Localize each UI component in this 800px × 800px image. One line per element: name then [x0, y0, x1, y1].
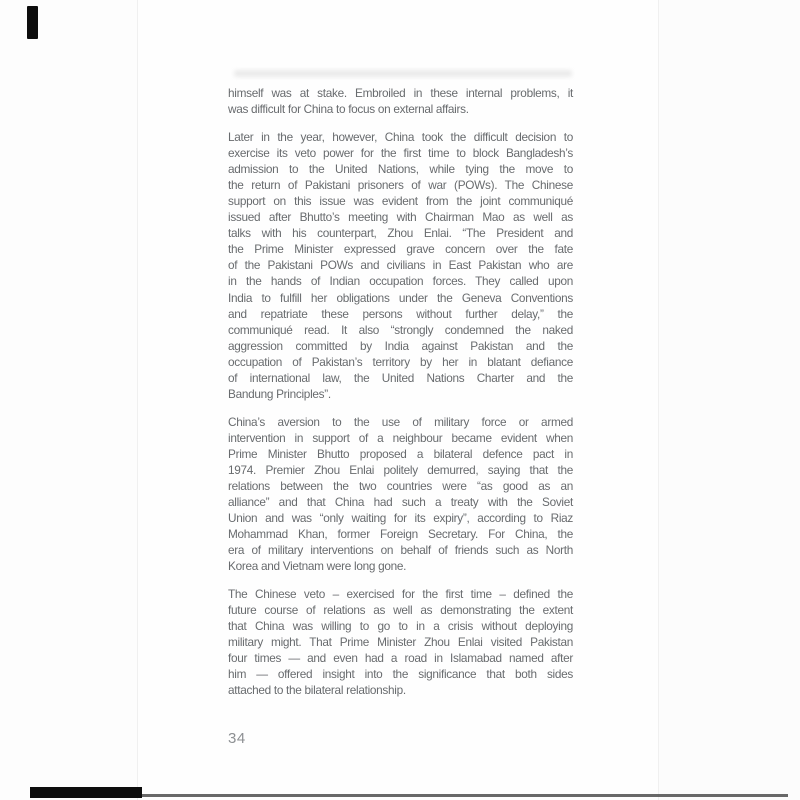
text-line: the Prime Minister expressed grave concern over the fate — [228, 242, 573, 257]
right-margin-strip — [659, 0, 800, 800]
text-line: him — offered insight into the significance that both sides — [228, 667, 573, 682]
paragraph — [228, 586, 573, 699]
text-line: exercise its veto power for the first time to block Bangladesh’s — [228, 145, 573, 160]
text-line: talks with his counterpart, Zhou Enlai. “The President and — [228, 226, 573, 241]
scan-bottom-edge-line — [142, 794, 788, 797]
text-line: alliance” and that China had such a treaty with the Soviet — [228, 495, 573, 510]
text-line: four times — and even had a road in Islamabad named after — [228, 651, 573, 666]
text-line: was difficult for China to focus on external affairs. — [228, 102, 469, 117]
text-line: Union and was “only waiting for its expiry”, according to Riaz — [228, 511, 573, 526]
text-line: future course of relations as well as demonstrating the extent — [228, 602, 573, 617]
text-line: Prime Minister Bhutto proposed a bilateral defence pact in — [228, 446, 573, 461]
text-line: relations between the two countries were “as good as an — [228, 478, 573, 493]
paragraph — [228, 414, 573, 575]
text-line: communiqué read. It also “strongly condemned the naked — [228, 322, 573, 337]
text-line: Later in the year, however, China took the difficult decision to — [228, 129, 573, 144]
text-line: in the hands of Indian occupation forces. They called upon — [228, 274, 573, 289]
text-line: Bandung Principles”. — [228, 387, 331, 402]
text-line: that China was willing to go to in a crisis without deploying — [228, 619, 573, 634]
page-number: 34 — [228, 730, 246, 747]
text-line: of international law, the United Nations Charter and the — [228, 370, 573, 385]
scan-mark-bottom-left — [30, 787, 142, 798]
text-line: the return of Pakistani prisoners of war (POWs). The Chinese — [228, 177, 573, 192]
page-left-edge-line — [137, 0, 138, 800]
text-line: The Chinese veto – exercised for the first time – defined the — [228, 586, 573, 601]
page-right-edge-line — [658, 0, 659, 800]
text-line: admission to the United Nations, while tying the move to — [228, 161, 573, 176]
text-line: intervention in support of a neighbour became evident when — [228, 430, 573, 445]
text-line: aggression committed by India against Pakistan and the — [228, 338, 573, 353]
text-line: of the Pakistani POWs and civilians in East Pakistan who are — [228, 258, 573, 273]
paragraph — [228, 129, 573, 403]
text-line: himself was at stake. Embroiled in these internal problems, it — [228, 86, 573, 100]
paragraph — [228, 85, 573, 117]
scan-mark-top-left — [27, 6, 38, 39]
text-line: and repatriate these persons without further delay,” the — [228, 306, 573, 321]
text-line: Mohammad Khan, former Foreign Secretary. For China, the — [228, 527, 573, 542]
text-line: occupation of Pakistan’s territory by her in blatant defiance — [228, 354, 573, 369]
text-line: China’s aversion to the use of military force or armed — [228, 414, 573, 429]
text-line: Korea and Vietnam were long gone. — [228, 559, 407, 574]
text-line: India to fulfill her obligations under the Geneva Conventions — [228, 290, 573, 305]
text-line: support on this issue was evident from the joint communiqué — [228, 193, 573, 208]
text-line: issued after Bhutto’s meeting with Chairman Mao as well as — [228, 210, 573, 225]
text-line: military might. That Prime Minister Zhou Enlai visited Pakistan — [228, 635, 573, 650]
text-line: era of military interventions on behalf of friends such as North — [228, 543, 573, 558]
scan-ghost-smudge — [234, 70, 572, 77]
text-block — [228, 85, 573, 710]
text-line: 1974. Premier Zhou Enlai politely demurred, saying that the — [228, 462, 573, 477]
text-line: attached to the bilateral relationship. — [228, 683, 406, 698]
